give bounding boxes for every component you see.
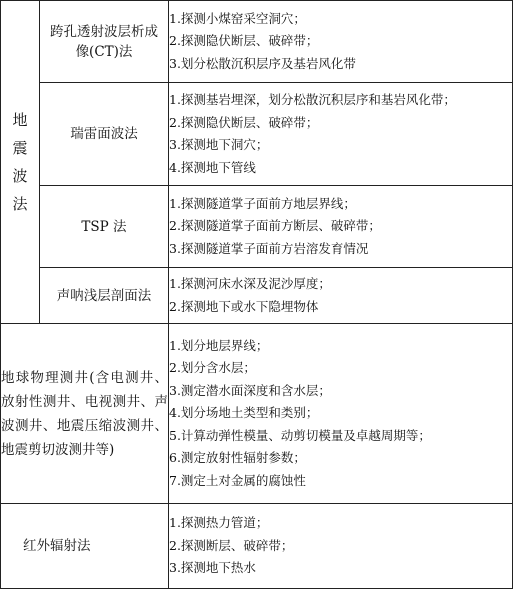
method-name: 跨孔透射波层析成像(CT)法	[50, 23, 158, 60]
method-cell	[40, 268, 169, 324]
use-item: 2.划分含水层；	[169, 360, 256, 376]
method-cell	[40, 83, 169, 186]
table-row	[1, 324, 513, 504]
use-item: 3.探测隧道掌子面前方岩溶发育情况	[169, 240, 369, 256]
use-item: 1.探测小煤窑采空洞穴；	[169, 10, 306, 26]
category-label: 地震波法	[12, 111, 28, 213]
table-row	[1, 268, 513, 324]
method-name: 瑞雷面波法	[70, 126, 138, 142]
uses-cell	[169, 186, 513, 268]
use-item: 7.测定土对金属的腐蚀性	[169, 472, 306, 488]
use-item: 2.探测地下或水下隐埋物体	[169, 298, 319, 314]
use-item: 5.计算动弹性模量、动剪切模量及卓越周期等；	[169, 427, 431, 443]
method-cell	[40, 1, 169, 83]
use-item: 2.探测隐伏断层、破碎带；	[169, 114, 319, 130]
use-item: 1.划分地层界线；	[169, 337, 269, 353]
use-item: 4.划分场地土类型和类别；	[169, 405, 319, 421]
use-item: 3.探测地下洞穴；	[169, 137, 269, 152]
table-row	[1, 83, 513, 186]
use-item: 1.探测热力管道；	[169, 515, 269, 531]
category-cell	[1, 1, 40, 324]
method-cell	[40, 186, 169, 268]
use-item: 4.探测地下管线	[169, 159, 256, 175]
method-name: 红外辐射法	[23, 538, 91, 554]
use-item: 3.探测地下热水	[169, 560, 256, 576]
use-item: 3.划分松散沉积层序及基岩风化带	[169, 55, 356, 71]
uses-cell	[169, 504, 513, 589]
method-name: 声呐浅层剖面法	[56, 287, 152, 304]
method-name: TSP 法	[81, 218, 127, 235]
table-row	[1, 1, 513, 83]
method-name: 地球物理测井(含电测井、放射性测井、电视测井、声波测井、地震压缩波测井、地震剪切波测井等)	[1, 369, 168, 458]
uses-cell	[169, 83, 513, 186]
use-item: 2.探测隧道掌子面前方断层、破碎带；	[169, 218, 381, 234]
uses-cell	[169, 1, 513, 83]
method-cell	[1, 324, 169, 504]
table-row	[1, 186, 513, 268]
use-item: 1.探测基岩埋深，划分松散沉积层序和基岩风化带；	[169, 92, 456, 107]
use-item: 2.探测隐伏断层、破碎带；	[169, 33, 319, 49]
uses-cell	[169, 268, 513, 324]
uses-cell	[169, 324, 513, 504]
use-item: 2.探测断层、破碎带；	[169, 537, 294, 553]
use-item: 1.探测河床水深及泥沙厚度；	[169, 276, 331, 291]
method-cell	[1, 504, 169, 589]
table-row	[1, 504, 513, 589]
use-item: 3.测定潜水面深度和含水层；	[169, 382, 331, 398]
use-item: 6.测定放射性辐射参数；	[169, 450, 306, 466]
use-item: 1.探测隧道掌子面前方地层界线；	[169, 195, 356, 211]
